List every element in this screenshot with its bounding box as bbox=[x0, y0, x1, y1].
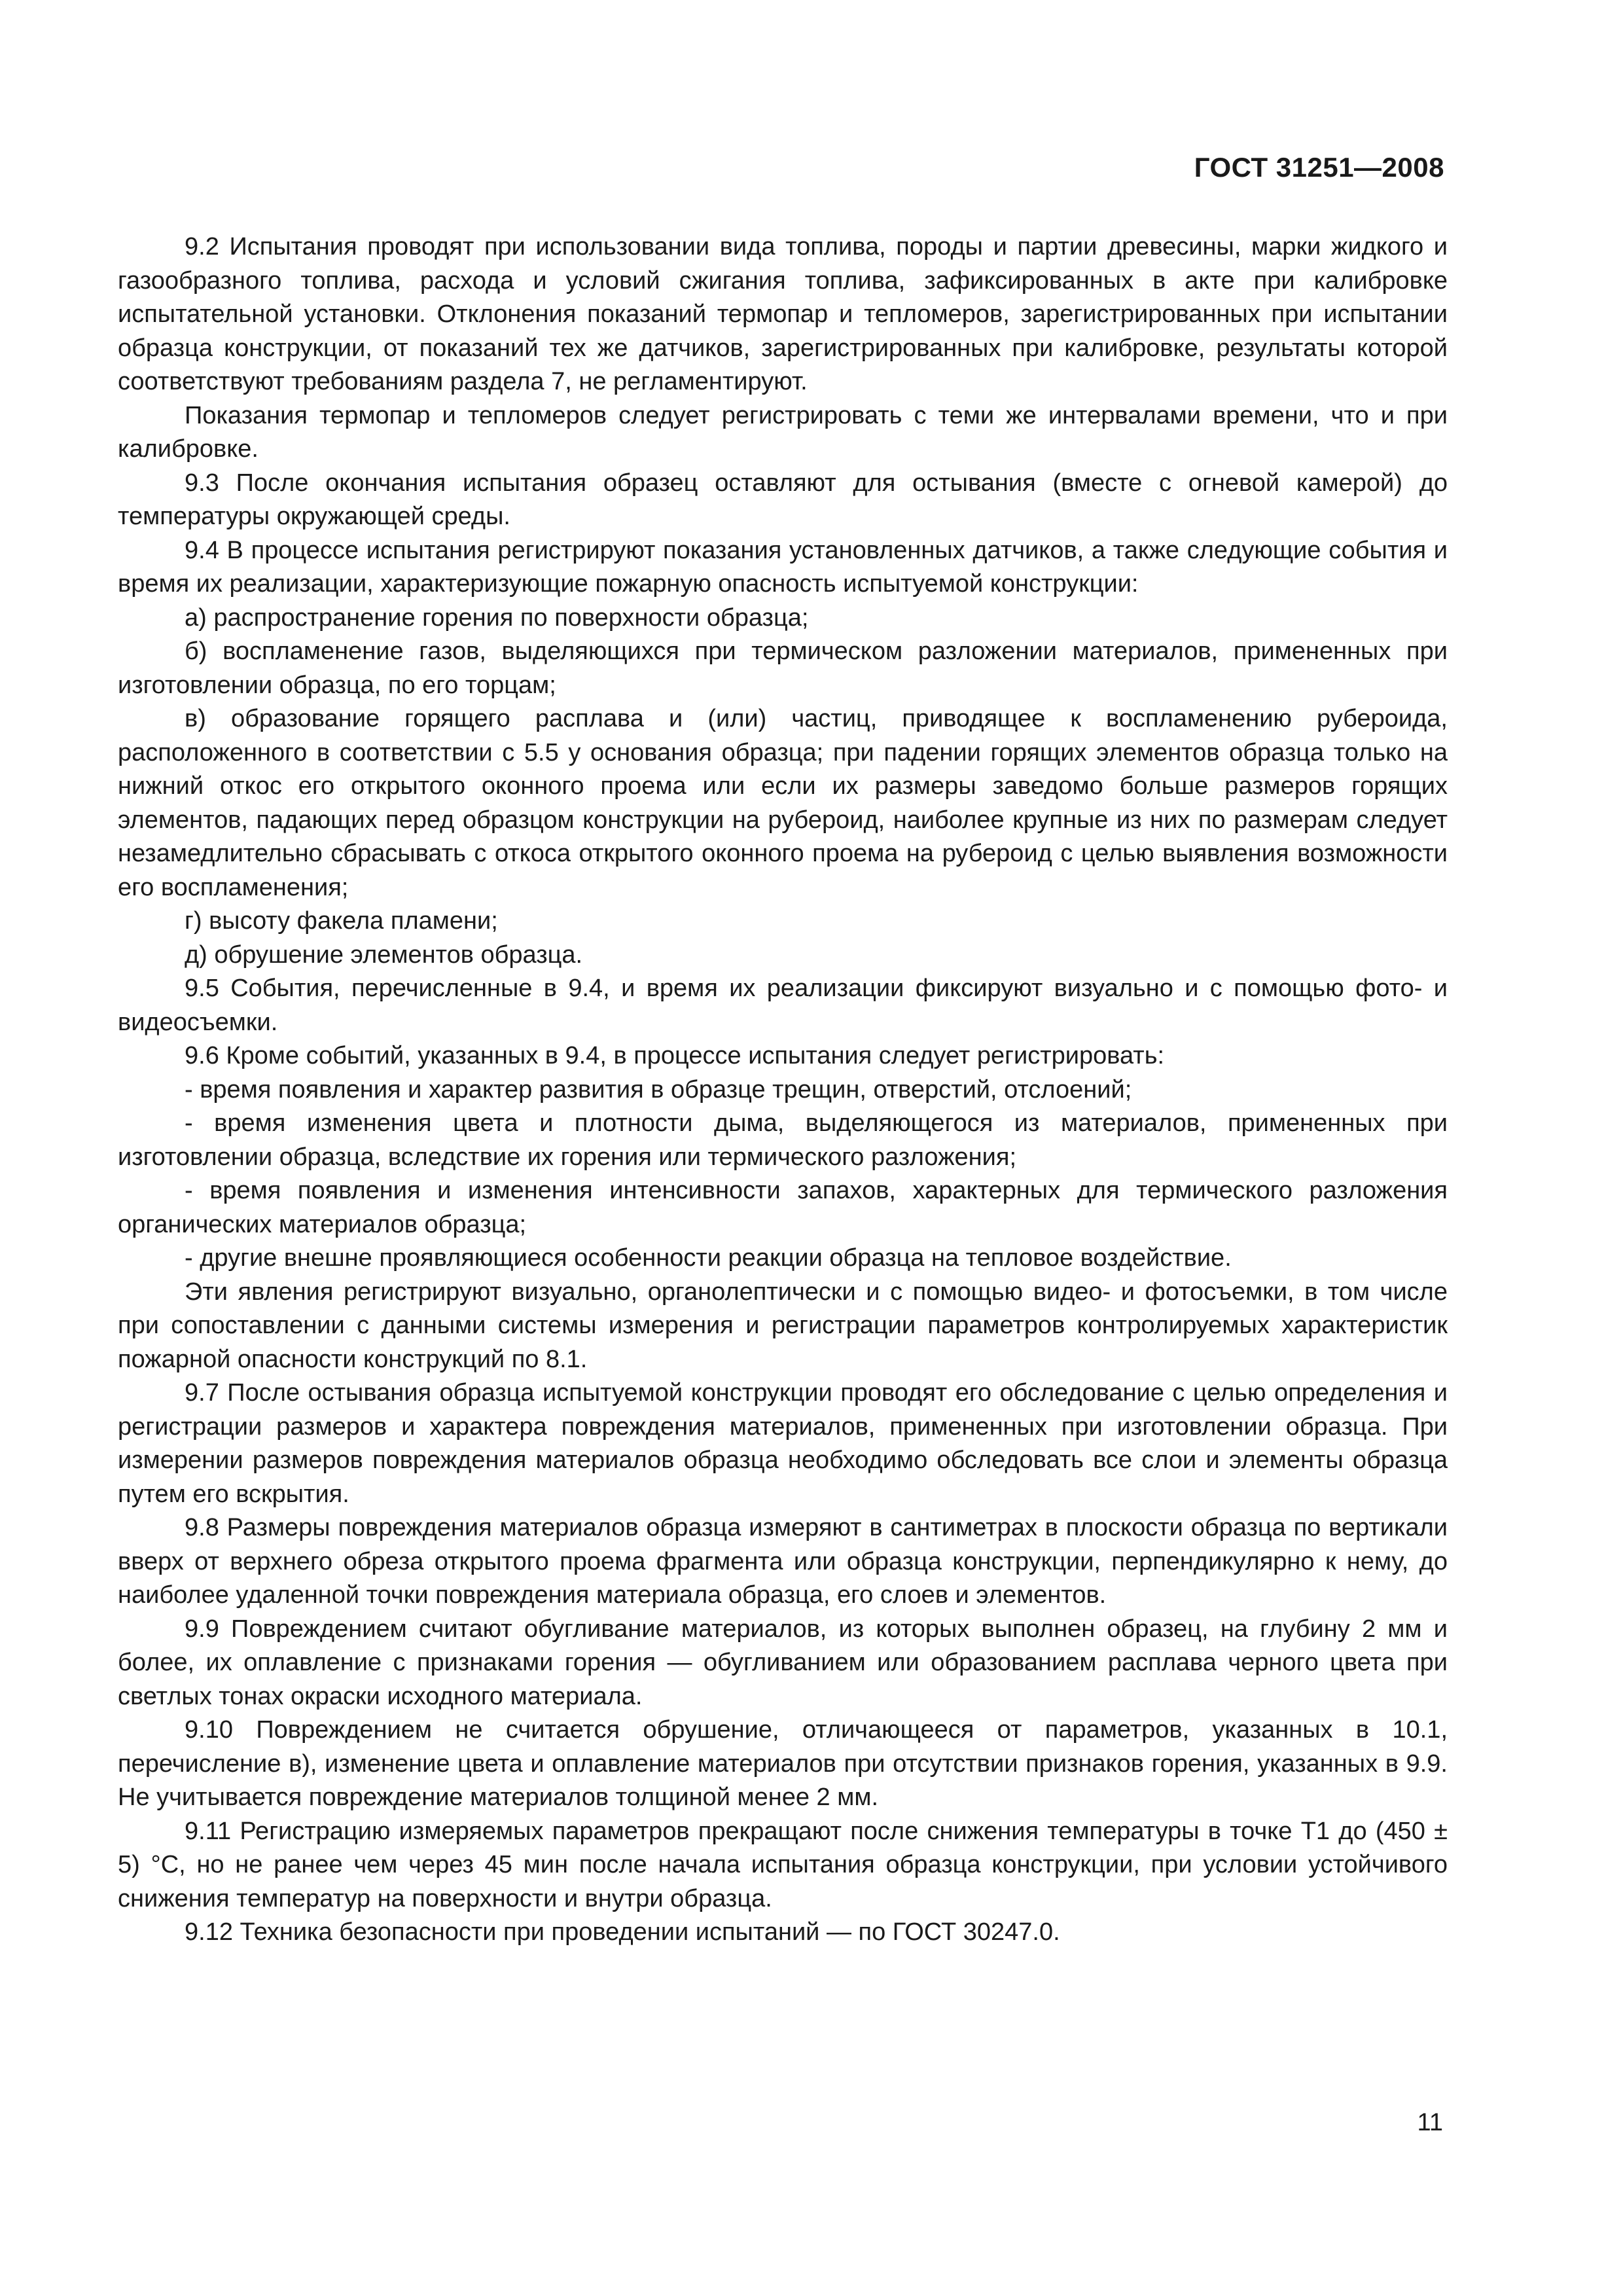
list-item-g: г) высоту факела пламени; bbox=[185, 907, 498, 935]
dash-item-2: - время изменения цвета и плотности дыма, выделяющегося из материалов, примененных при изготовлении образца, вследствие их горения или термического разложения; bbox=[118, 1109, 1448, 1171]
paragraph-9-5: 9.5 События, перечисленные в 9.4, и время их реализации фиксируют визуально и с помощью фото- и видеосъемки. bbox=[118, 975, 1448, 1036]
paragraph-9-4: 9.4 В процессе испытания регистрируют показания установленных датчиков, а также следующие события и время их реализации, характеризующие пожарную опасность испытуемой конструкции: bbox=[118, 536, 1448, 598]
list-item-v: в) образование горящего расплава и (или) частиц, приводящее к воспламенению рубероида, расположенного в соответствии с 5.5 у основания образца; при падении горящих элементов образца только на нижний откос его открытого оконного проема или если их размеры заведомо больше размеров горящих элементов, падающих перед образцом конструкции на рубероид, наиболее крупные из них по размерам следует незамедлительно сбрасывать с откоса открытого оконного проема на рубероид с целью выявления возможности его воспламенения; bbox=[118, 705, 1448, 901]
paragraph-9-2-note: Показания термопар и тепломеров следует регистрировать с теми же интервалами времени, что и при калибровке. bbox=[118, 401, 1448, 463]
dash-item-1: - время появления и характер развития в образце трещин, отверстий, отслоений; bbox=[185, 1075, 1132, 1103]
document-code: ГОСТ 31251—2008 bbox=[1194, 152, 1444, 183]
document-body bbox=[118, 230, 1448, 1950]
paragraph-9-9: 9.9 Повреждением считают обугливание материалов, из которых выполнен образец, на глубину 2 мм и более, их оплавление с признаками горения — обугливанием или образованием расплава черного цвета при светлых тонах окраски исходного материала. bbox=[118, 1615, 1448, 1710]
paragraph-9-7: 9.7 После остывания образца испытуемой конструкции проводят его обследование с целью определения и регистрации размеров и характера повреждения материалов, примененных при изготовлении образца. При измерении размеров повреждения материалов образца необходимо обследовать все слои и элементы образца путем его вскрытия. bbox=[118, 1379, 1448, 1508]
dash-item-3: - время появления и изменения интенсивности запахов, характерных для термического разложения органических материалов образца; bbox=[118, 1177, 1448, 1238]
list-item-b: б) воспламенение газов, выделяющихся при термическом разложении материалов, примененных при изготовлении образца, по его торцам; bbox=[118, 637, 1448, 699]
list-item-d: д) обрушение элементов образца. bbox=[185, 941, 583, 969]
paragraph-9-10: 9.10 Повреждением не считается обрушение, отличающееся от параметров, указанных в 10.1, перечисление в), изменение цвета и оплавление материалов при отсутствии признаков горения, указанных в 9.9. Не учитывается повреждение материалов толщиной менее 2 мм. bbox=[118, 1716, 1448, 1811]
dash-item-4: - другие внешне проявляющиеся особенности реакции образца на тепловое воздействие. bbox=[185, 1244, 1232, 1272]
paragraph-9-11: 9.11 Регистрацию измеряемых параметров прекращают после снижения температуры в точке Т1 до (450 ± 5) °С, но не ранее чем через 45 мин после начала испытания образца конструкции, при условии устойчивого снижения температур на поверхности и внутри образца. bbox=[118, 1817, 1448, 1912]
paragraph-9-6-note: Эти явления регистрируют визуально, органолептически и с помощью видео- и фотосъемки, в том числе при сопоставлении с данными системы измерения и регистрации параметров контролируемых характеристик пожарной опасности конструкций по 8.1. bbox=[118, 1278, 1448, 1373]
list-item-a: а) распространение горения по поверхности образца; bbox=[185, 603, 809, 632]
paragraph-9-12: 9.12 Техника безопасности при проведении испытаний — по ГОСТ 30247.0. bbox=[185, 1918, 1060, 1946]
page-number: 11 bbox=[1417, 2109, 1443, 2136]
paragraph-9-8: 9.8 Размеры повреждения материалов образца измеряют в сантиметрах в плоскости образца по вертикали вверх от верхнего обреза открытого проема фрагмента или образца конструкции, перпендикулярно к нему, до наиболее удаленной точки повреждения материала образца, его слоев и элементов. bbox=[118, 1514, 1448, 1609]
paragraph-9-3: 9.3 После окончания испытания образец оставляют для остывания (вместе с огневой камерой) до температуры окружающей среды. bbox=[118, 469, 1448, 530]
paragraph-9-6: 9.6 Кроме событий, указанных в 9.4, в процессе испытания следует регистрировать: bbox=[185, 1042, 1165, 1069]
paragraph-9-2: 9.2 Испытания проводят при использовании вида топлива, породы и партии древесины, марки жидкого и газообразного топлива, расхода и условий сжигания топлива, зафиксированных в акте при калибровке испытательной установки. Отклонения показаний термопар и тепломеров, зарегистрированных при испытании образца конструкции, от показаний тех же датчиков, зарегистрированных при калибровке, результаты которой соответствуют требованиям раздела 7, не регламентируют. bbox=[118, 233, 1448, 395]
